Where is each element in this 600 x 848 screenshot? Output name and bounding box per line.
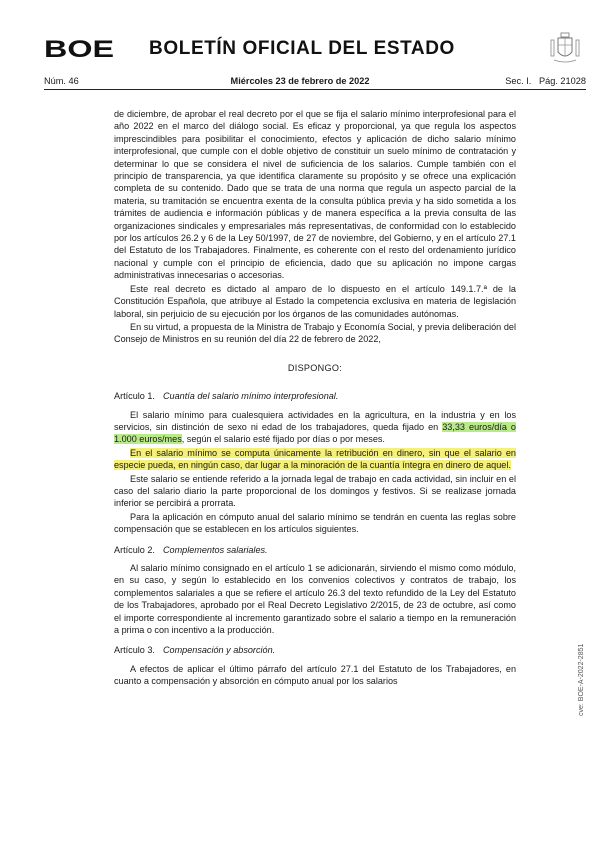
article-number: Artículo 2.	[114, 544, 155, 555]
dispongo-heading: DISPONGO:	[287, 362, 343, 373]
document-body	[114, 108, 516, 688]
article-title: Complementos salariales.	[162, 544, 268, 555]
cve-code: cve: BOE-A-2022-2851	[578, 643, 585, 716]
boe-logo	[44, 36, 116, 60]
article-2-heading	[114, 544, 516, 556]
paragraph: Al salario mínimo consignado en el artículo 1 se adicionarán, sirviendo el mismo como módulo, en su caso, y según lo establecido en los convenios colectivos y contratos de trabajo, los complementos salariales a que se refiere el artículo 26.3 del texto refundido de la Ley del Estatuto de los Trabajadores, aprobado por el Real Decreto Legislativo 2/2015, de 23 de octubre, así como el importe correspondiente al incremento garantizado sobre el salario a tiempo en la remuneración a prima o con incentivo a la producción.	[114, 563, 516, 636]
paragraph: Este salario se entiende referido a la jornada legal de trabajo en cada actividad, sin incluir en el caso del salario diario la parte proporcional de los domingos y festivos. Si se realizase jornada inferior se percibirá a prorrata.	[114, 473, 516, 509]
gazette-title: BOLETÍN OFICIAL DEL ESTADO	[149, 38, 455, 59]
article-1-heading	[114, 390, 516, 402]
article-number: Artículo 3.	[114, 645, 155, 656]
article-title: Cuantía del salario mínimo interprofesional.	[162, 391, 339, 402]
coat-of-arms-icon	[548, 30, 582, 66]
text-run: , según el salario esté fijado por días o por meses.	[181, 434, 385, 445]
boe-logo-text: BOE	[44, 36, 114, 60]
article-1-paragraph	[114, 409, 516, 446]
article-3-heading	[114, 644, 516, 656]
paragraph: A efectos de aplicar el último párrafo del artículo 27.1 del Estatuto de los Trabajadores, en cuanto a compensación y absorción en cómputo anual por los salarios	[114, 663, 516, 687]
issue-number: Núm. 46	[44, 76, 79, 86]
article-title: Compensación y absorción.	[162, 645, 276, 656]
paragraph: Para la aplicación en cómputo anual del salario mínimo se tendrán en cuenta las reglas sobre compensación que se establecen en los artículos siguientes.	[114, 511, 516, 535]
header-rule	[44, 89, 586, 90]
paragraph: En su virtud, a propuesta de la Ministra de Trabajo y Economía Social, y previa deliberación del Consejo de Ministros en su reunión del día 22 de febrero de 2022,	[114, 321, 516, 345]
article-1-paragraph-highlighted	[114, 447, 516, 472]
paragraph: Este real decreto es dictado al amparo de lo dispuesto en el artículo 149.1.7.ª de la Constitución Española, que atribuye al Estado la competencia exclusiva en materia de legislación laboral, sin perjuicio de su ejecución por los órganos de las comunidades autónomas.	[114, 283, 516, 319]
section-page	[505, 76, 586, 86]
section-label: Sec. I.	[505, 76, 532, 86]
article-number: Artículo 1.	[114, 391, 155, 402]
text-run: El salario mínimo para cualesquiera actividades en la agricultura, en la industria y en los servicios, sin distinción de sexo ni edad de los trabajadores, queda fijado en	[114, 409, 516, 432]
highlighted-text: En el salario mínimo se computa únicamente la retribución en dinero, sin que el salario en especie pueda, en ningún caso, dar lugar a la minoración de la cuantía íntegra en dinero de aquel.	[114, 447, 516, 471]
page-label: Pág. 21028	[538, 76, 586, 86]
highlighted-amount: 33,33 euros/día o 1.000 euros/mes	[114, 421, 516, 445]
paragraph: de diciembre, de aprobar el real decreto por el que se fija el salario mínimo interprofesional para el año 2022 en el marco del diálogo social. Es eficaz y proporcional, ya que regula los aspectos imprescindibles para posibilitar el conocimiento, efectos y aplicación de dicho salario mínimo interprofesional, que cumple con el doble objetivo de constituir un suelo mínimo de contratación y determinar lo que se considera el nivel de suficiencia de los salarios. Cumple también con el principio de transparencia, ya que identifica claramente su propósito y se ofrece una explicación completa de su contenido. Dado que se trata de una norma que regula un aspecto parcial de la materia, su tramitación se encuentra exenta de la consulta pública previa y ha sido sometida a los trámites de audiencia e información públicas y de manera específica a la previa consulta de las organizaciones sindicales y empresariales más representativas, de conformidad con lo establecido por los artículos 26.2 y 6 de la Ley 50/1997, de 27 de noviembre, del Gobierno, y en el artículo 27.1 del Estatuto de los Trabajadores. Finalmente, es coherente con el resto del ordenamiento jurídico nacional y cumple con el principio de eficiencia, dado que su aplicación no impone cargas administrativas innecesarias o accesorias.	[114, 109, 516, 281]
issue-date: Miércoles 23 de febrero de 2022	[230, 76, 370, 86]
